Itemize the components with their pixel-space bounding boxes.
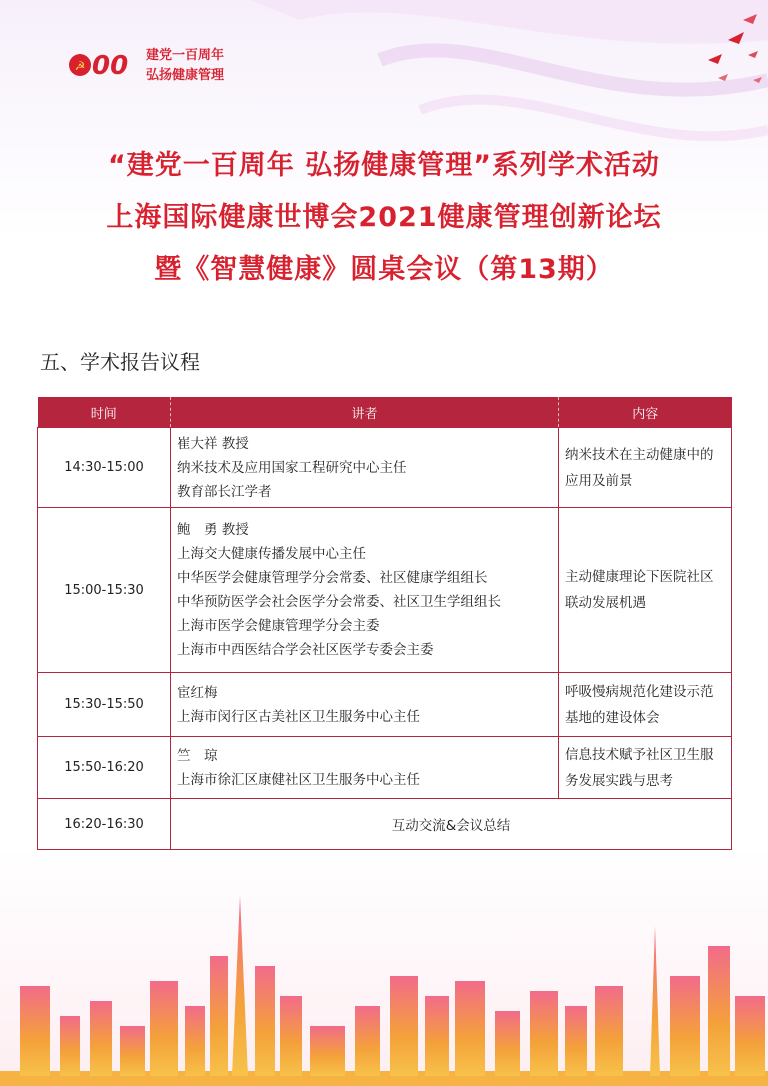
closing-session: 互动交流&会议总结 (171, 799, 732, 850)
logo-text (146, 46, 224, 86)
speaker-line: 宦红梅 (177, 684, 218, 701)
speaker-line: 上海市闵行区古美社区卫生服务中心主任 (177, 708, 420, 725)
svg-text:☭: ☭ (74, 59, 86, 73)
row-speaker (171, 673, 559, 737)
table-row (38, 428, 732, 508)
row-speaker (171, 508, 559, 673)
row-content: 主动健康理论下医院社区联动发展机遇 (559, 508, 732, 673)
row-time: 16:20-16:30 (38, 799, 171, 850)
row-content: 纳米技术在主动健康中的应用及前景 (559, 428, 732, 508)
table-row (38, 737, 732, 799)
table-header-row (38, 397, 732, 428)
speaker-line: 上海市中西医结合学会社区医学专委会主委 (177, 642, 434, 658)
svg-text:00: 00 (92, 51, 129, 81)
speaker-line: 鲍 勇 教授 (177, 522, 249, 538)
section-heading: 五、学术报告议程 (40, 350, 200, 374)
speaker-line: 中华医学会健康管理学分会常委、社区健康学组组长 (177, 570, 488, 586)
speaker-line: 上海市医学会健康管理学分会主委 (177, 618, 380, 634)
event-titles (0, 140, 768, 296)
speaker-line: 教育部长江学者 (177, 483, 272, 500)
row-content: 信息技术赋予社区卫生服务发展实践与思考 (559, 737, 732, 799)
agenda-table (37, 397, 732, 850)
header-content: 内容 (559, 397, 732, 428)
table-row (38, 508, 732, 673)
row-time: 15:50-16:20 (38, 737, 171, 799)
title-line-2: 上海国际健康世博会2021健康管理创新论坛 (106, 202, 662, 233)
speaker-line: 纳米技术及应用国家工程研究中心主任 (177, 459, 407, 476)
row-speaker (171, 737, 559, 799)
table-row (38, 799, 732, 850)
speaker-line: 上海市徐汇区康健社区卫生服务中心主任 (177, 771, 420, 788)
row-content: 呼吸慢病规范化建设示范基地的建设体会 (559, 673, 732, 737)
flying-birds-decoration (648, 0, 768, 100)
logo-text-line1: 建党一百周年 (146, 48, 225, 63)
row-speaker (171, 428, 559, 508)
logo-text-line2: 弘扬健康管理 (146, 68, 225, 83)
row-time: 15:30-15:50 (38, 673, 171, 737)
centenary-logo (66, 44, 148, 86)
speaker-line: 中华预防医学会社会医学分会常委、社区卫生学组组长 (177, 594, 501, 610)
speaker-line: 崔大祥 教授 (177, 435, 249, 452)
city-skyline-illustration (0, 886, 768, 1086)
speaker-line: 竺 琼 (177, 747, 218, 764)
table-row (38, 673, 732, 737)
row-time: 14:30-15:00 (38, 428, 171, 508)
header-speaker: 讲者 (171, 397, 559, 428)
speaker-line: 上海交大健康传播发展中心主任 (177, 546, 366, 562)
title-line-3: 暨《智慧健康》圆桌会议（第13期） (154, 254, 614, 285)
header-time: 时间 (38, 397, 171, 428)
row-time: 15:00-15:30 (38, 508, 171, 673)
title-line-1: “建党一百周年 弘扬健康管理”系列学术活动 (108, 150, 660, 181)
